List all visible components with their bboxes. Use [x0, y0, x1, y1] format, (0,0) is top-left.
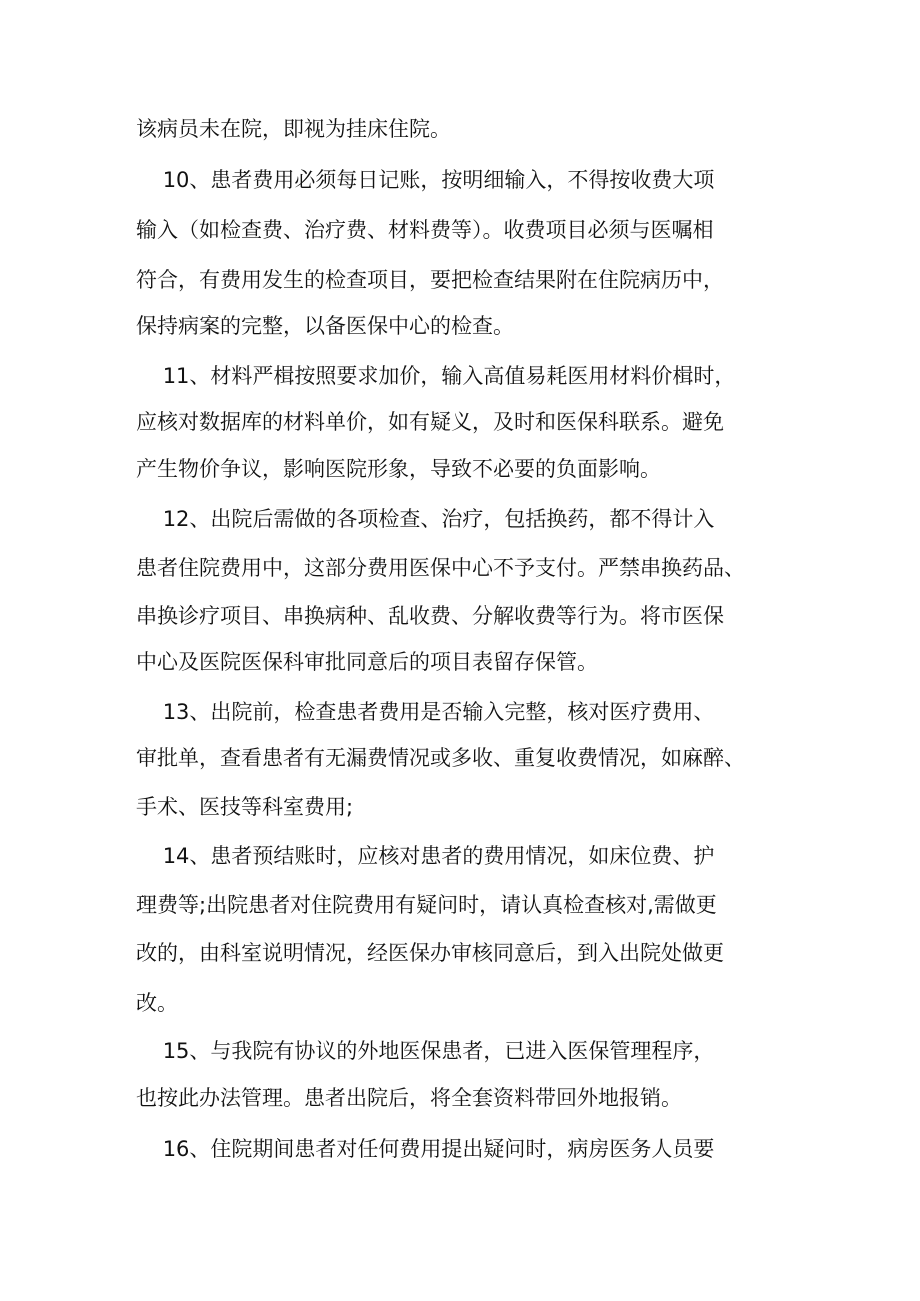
- text-line: 该病员未在院，即视为挂床住院。: [136, 117, 451, 141]
- text-line: 患者住院费用中，这部分费用医保中心不予支付。严禁串换药品、: [136, 556, 745, 580]
- text-line: 也按此办法管理。患者出院后，将全套资料带回外地报销。: [136, 1086, 682, 1110]
- text-line: 手术、医技等科室费用;: [136, 795, 354, 819]
- text-line: 中心及医院医保科审批同意后的项目表留存保管。: [136, 650, 598, 674]
- text-line: 11、材料严楫按照要求加价，输入高值易耗医用材料价楫时，: [136, 364, 736, 388]
- text-line: 输入（如检查费、治疗费、材料费等）。收费项目必须与医嘱相: [136, 218, 714, 242]
- text-line: 符合，有费用发生的检查项目，要把检查结果附在住院病历中，: [136, 268, 724, 292]
- text-line: 保持病案的完整，以备医保中心的检查。: [136, 314, 514, 338]
- text-line: 改的，由科室说明情况，经医保办审核同意后，到入出院处做更: [136, 941, 724, 965]
- text-line: 16、住院期间患者对任何费用提出疑问时，病房医务人员要: [136, 1137, 715, 1161]
- text-line: 15、与我院有协议的外地医保患者，已进入医保管理程序，: [136, 1039, 715, 1063]
- text-line: 10、患者费用必须每日记账，按明细输入，不得按收费大项: [136, 168, 715, 192]
- text-line: 串换诊疗项目、串换病种、乱收费、分解收费等行为。将市医保: [136, 604, 724, 628]
- text-line: 改。: [136, 991, 178, 1015]
- text-line: 13、出院前，检查患者费用是否输入完整，核对医疗费用、: [136, 700, 715, 724]
- text-line: 审批单，查看患者有无漏费情况或多收、重复收费情况，如麻醉、: [136, 746, 745, 770]
- text-line: 应核对数据库的材料单价，如有疑义，及时和医保科联系。避免: [136, 410, 724, 434]
- text-line: 14、患者预结账时，应核对患者的费用情况，如床位费、护: [136, 844, 715, 868]
- text-line: 理费等;出院患者对住院费用有疑问时，请认真检查核对,需做更: [136, 893, 717, 917]
- text-line: 12、出院后需做的各项检查、治疗，包括换药，都不得计入: [136, 507, 715, 531]
- text-line: 产生物价争议，影响医院形象，导致不必要的负面影响。: [136, 457, 661, 481]
